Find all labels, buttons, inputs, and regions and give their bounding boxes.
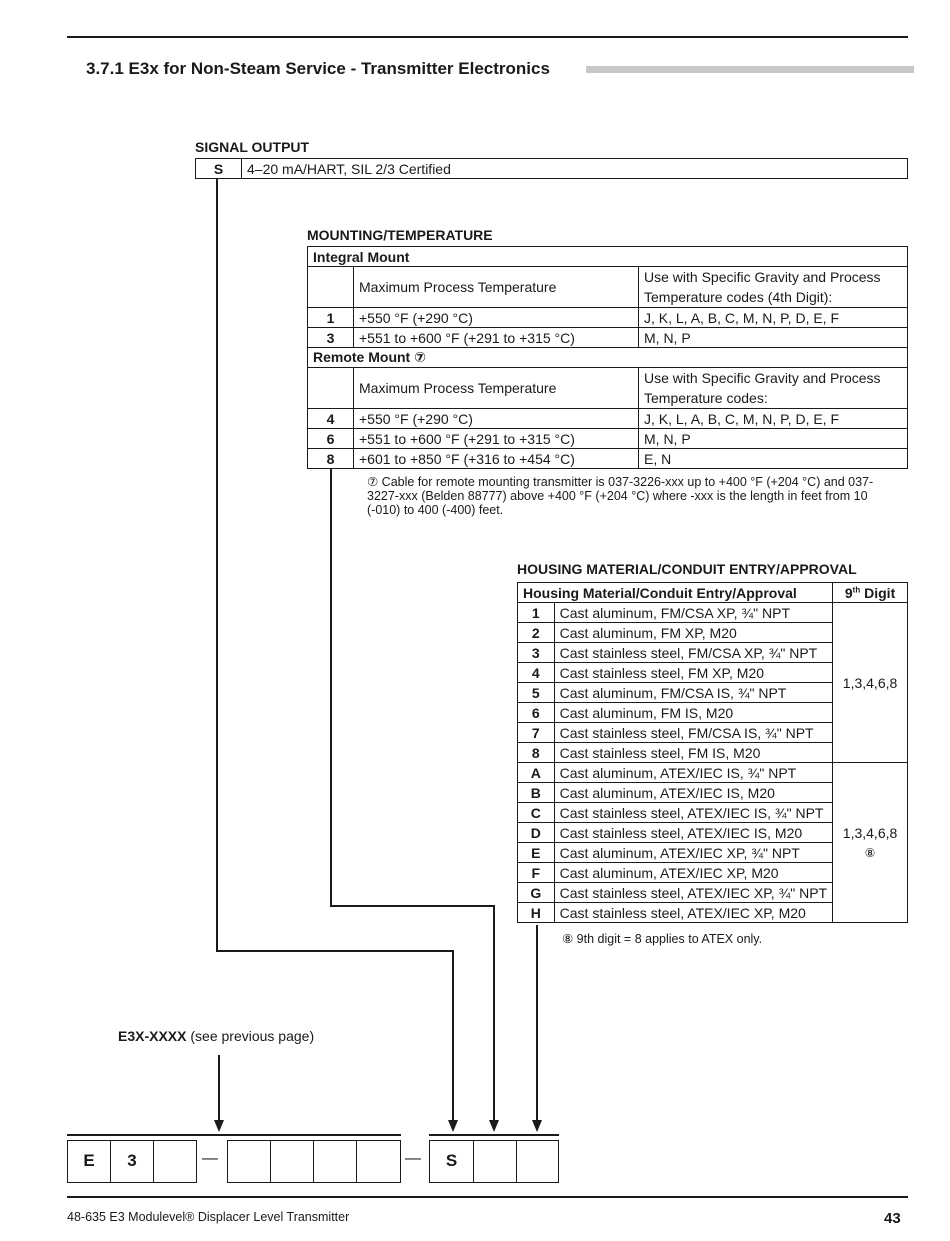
- connector-mounting-horizontal: [330, 905, 494, 907]
- remote-code-col: [308, 368, 354, 409]
- row-code: C: [518, 803, 555, 823]
- integral-temp-col-header: Maximum Process Temperature: [354, 267, 639, 308]
- row-code: F: [518, 863, 555, 883]
- table-row: [308, 308, 908, 328]
- row-code: 4: [518, 663, 555, 683]
- bottom-rule: [67, 1196, 908, 1198]
- model-dash-2: —: [405, 1150, 421, 1167]
- housing-label: HOUSING MATERIAL/CONDUIT ENTRY/APPROVAL: [517, 561, 857, 577]
- row-temp: +551 to +600 °F (+291 to +315 °C): [354, 429, 639, 449]
- group2-digit-values: 1,3,4,6,8: [842, 824, 898, 841]
- table-row: [518, 603, 908, 623]
- integral-codes-col-header: Use with Specific Gravity and Process Temperature codes (4th Digit):: [639, 267, 908, 308]
- connector-signal-vertical: [216, 179, 218, 951]
- row-desc: Cast stainless steel, FM XP, M20: [554, 663, 832, 683]
- row-code: 4: [308, 409, 354, 429]
- row-code: 6: [308, 429, 354, 449]
- integral-mount-header: Integral Mount: [308, 247, 908, 267]
- model-digit-5: [270, 1140, 314, 1183]
- row-code: E: [518, 843, 555, 863]
- row-code: A: [518, 763, 555, 783]
- title-decor-bar: [586, 66, 914, 73]
- connector-mounting-vertical: [330, 469, 332, 906]
- row-code: 5: [518, 683, 555, 703]
- row-desc: Cast aluminum, FM/CSA IS, ¾" NPT: [554, 683, 832, 703]
- mounting-label: MOUNTING/TEMPERATURE: [307, 227, 493, 243]
- row-desc: Cast stainless steel, ATEX/IEC XP, M20: [554, 903, 832, 923]
- group2-digits: [833, 763, 908, 923]
- row-temp: +551 to +600 °F (+291 to +315 °C): [354, 328, 639, 348]
- remote-codes-col-header: Use with Specific Gravity and Process Temperature codes:: [639, 368, 908, 409]
- row-code: D: [518, 823, 555, 843]
- arrow-down-icon: [489, 1120, 499, 1132]
- table-row: [308, 328, 908, 348]
- row-desc: Cast stainless steel, ATEX/IEC XP, ¾" NPT: [554, 883, 832, 903]
- row-code: 3: [518, 643, 555, 663]
- arrow-down-icon: [214, 1120, 224, 1132]
- row-code: B: [518, 783, 555, 803]
- row-codes: J, K, L, A, B, C, M, N, P, D, E, F: [639, 409, 908, 429]
- row-desc: Cast aluminum, FM IS, M20: [554, 703, 832, 723]
- arrow-down-icon: [532, 1120, 542, 1132]
- row-code: 8: [308, 449, 354, 469]
- housing-table: [517, 582, 908, 923]
- row-desc: Cast aluminum, FM/CSA XP, ¾" NPT: [554, 603, 832, 623]
- table-row: [518, 763, 908, 783]
- row-desc: Cast stainless steel, FM/CSA XP, ¾" NPT: [554, 643, 832, 663]
- row-desc: Cast aluminum, ATEX/IEC XP, ¾" NPT: [554, 843, 832, 863]
- row-desc: Cast stainless steel, ATEX/IEC IS, ¾" NPT: [554, 803, 832, 823]
- section-title: 3.7.1 E3x for Non-Steam Service - Transmitter Electronics: [86, 59, 550, 78]
- row-codes: E, N: [639, 449, 908, 469]
- remote-cable-note: ⑦ Cable for remote mounting transmitter is 037-3226-xxx up to +400 °F (+204 °C) and 037-3227-xxx (Belden 88777) above +400 °F (+204 °C) where -xxx is the length in feet from 10 (-010) to 400 (-400) feet.: [367, 475, 874, 517]
- top-rule: [67, 36, 908, 38]
- row-desc: Cast stainless steel, FM IS, M20: [554, 743, 832, 763]
- row-desc: Cast aluminum, ATEX/IEC XP, M20: [554, 863, 832, 883]
- model-digit-1: E: [67, 1140, 111, 1183]
- connector-prefix-vertical: [218, 1055, 220, 1122]
- connector-mounting-drop: [493, 905, 495, 1122]
- group2-footnote-ref: ⑧: [864, 845, 876, 860]
- row-temp: +601 to +850 °F (+316 to +454 °C): [354, 449, 639, 469]
- model-digit-2: 3: [110, 1140, 154, 1183]
- ninth-digit-note: ⑧ 9th digit = 8 applies to ATEX only.: [562, 932, 763, 946]
- group1-digits: 1,3,4,6,8: [833, 603, 908, 763]
- row-code: H: [518, 903, 555, 923]
- table-row: [308, 409, 908, 429]
- model-digit-signal: S: [429, 1140, 474, 1183]
- row-desc: Cast aluminum, FM XP, M20: [554, 623, 832, 643]
- row-desc: Cast stainless steel, FM/CSA IS, ¾" NPT: [554, 723, 832, 743]
- ninth-digit-word: Digit: [860, 584, 896, 601]
- row-temp: +550 °F (+290 °C): [354, 308, 639, 328]
- row-desc: Cast stainless steel, ATEX/IEC IS, M20: [554, 823, 832, 843]
- table-row: [308, 429, 908, 449]
- row-desc: Cast aluminum, ATEX/IEC IS, M20: [554, 783, 832, 803]
- model-group2-rule: [429, 1134, 559, 1136]
- row-code: 8: [518, 743, 555, 763]
- row-temp: +550 °F (+290 °C): [354, 409, 639, 429]
- model-digit-housing: [516, 1140, 559, 1183]
- ninth-digit-sup: th: [852, 584, 861, 594]
- connector-signal-horizontal: [216, 950, 453, 952]
- model-prefix-bold: E3X-XXXX: [118, 1028, 187, 1044]
- model-dash-1: —: [202, 1150, 218, 1167]
- mounting-table: [307, 246, 908, 469]
- row-code: 7: [518, 723, 555, 743]
- ninth-digit-number: 9: [844, 584, 853, 601]
- model-digit-6: [313, 1140, 357, 1183]
- row-code: 1: [308, 308, 354, 328]
- row-codes: M, N, P: [639, 328, 908, 348]
- row-desc: Cast aluminum, ATEX/IEC IS, ¾" NPT: [554, 763, 832, 783]
- model-digit-3: [153, 1140, 197, 1183]
- arrow-down-icon: [448, 1120, 458, 1132]
- row-codes: M, N, P: [639, 429, 908, 449]
- connector-housing-vertical: [536, 925, 538, 1122]
- housing-col-header: Housing Material/Conduit Entry/Approval: [518, 583, 833, 603]
- model-group1-rule: [67, 1134, 401, 1136]
- table-row: [308, 449, 908, 469]
- row-code: 6: [518, 703, 555, 723]
- signal-output-table: [195, 158, 908, 179]
- model-prefix-rest: (see previous page): [186, 1028, 315, 1044]
- row-code: 3: [308, 328, 354, 348]
- row-code: 2: [518, 623, 555, 643]
- signal-output-description: 4–20 mA/HART, SIL 2/3 Certified: [242, 159, 908, 179]
- ninth-digit-header: [833, 583, 908, 603]
- signal-output-label: SIGNAL OUTPUT: [195, 139, 310, 155]
- remote-mount-header: Remote Mount ⑦: [308, 348, 908, 368]
- integral-code-col: [308, 267, 354, 308]
- footer-doc-title: 48-635 E3 Modulevel® Displacer Level Transmitter: [67, 1210, 350, 1224]
- model-digit-mounting: [473, 1140, 517, 1183]
- row-code: G: [518, 883, 555, 903]
- model-digit-7: [356, 1140, 401, 1183]
- page-number: 43: [884, 1210, 901, 1227]
- model-prefix-label: [118, 1028, 314, 1044]
- remote-temp-col-header: Maximum Process Temperature: [354, 368, 639, 409]
- row-code: 1: [518, 603, 555, 623]
- signal-output-code: S: [196, 159, 242, 179]
- connector-signal-drop: [452, 950, 454, 1122]
- model-digit-4: [227, 1140, 271, 1183]
- row-codes: J, K, L, A, B, C, M, N, P, D, E, F: [639, 308, 908, 328]
